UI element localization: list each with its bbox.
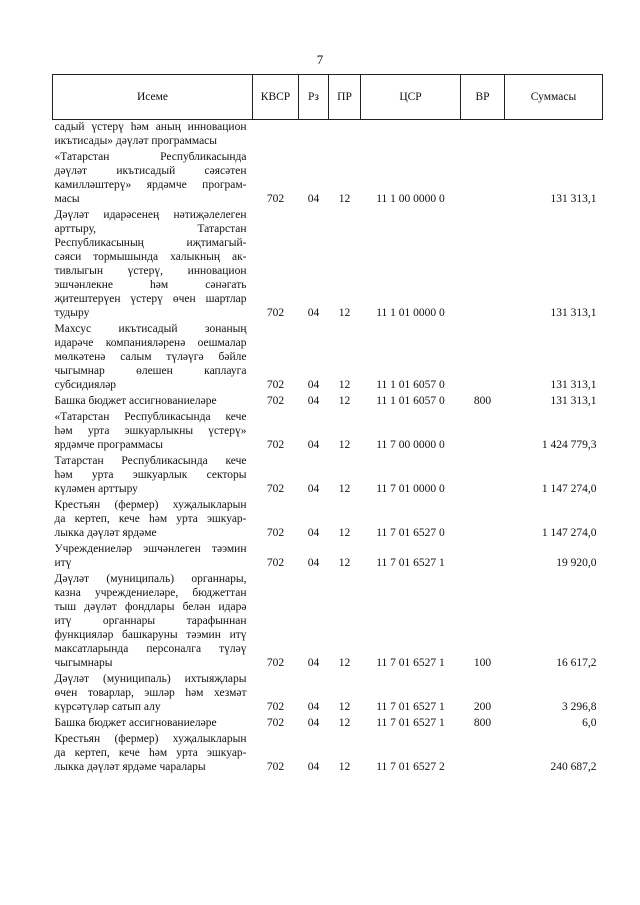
row-name-line: «Татарстан Республикасында кече	[54, 411, 247, 423]
row-name-cell	[53, 716, 253, 732]
row-name-line: лыкка дәүләт ярдәме чаралары	[54, 761, 206, 773]
row-name-line: эшчәнлекне һәм сәнәгать	[54, 279, 247, 291]
table-row	[53, 120, 603, 151]
row-rz-cell	[299, 120, 329, 151]
row-name-line: казна учреждениеләре, бюджеттан	[54, 587, 247, 599]
table-row	[53, 454, 603, 498]
row-pr-cell: 12	[338, 483, 351, 495]
row-name-line: лыкка дәүләт ярдәме	[54, 527, 157, 539]
row-name-line: күрсәтүләр сатып алу	[54, 701, 161, 713]
row-name-line: Башка бюджет ассигнованиеләре	[54, 395, 217, 407]
row-kvsr-cell	[253, 120, 299, 151]
header-pr: ПР	[329, 75, 361, 120]
header-sum: Суммасы	[505, 75, 603, 120]
row-name-cell	[53, 208, 253, 322]
row-pr-cell: 12	[338, 701, 351, 713]
header-name: Исеме	[53, 75, 253, 120]
row-kvsr-cell: 702	[266, 557, 285, 569]
table-row	[53, 672, 603, 716]
table-row	[53, 572, 603, 672]
row-vr-cell	[461, 120, 505, 151]
row-sum-cell: 19 920,0	[556, 557, 597, 569]
row-vr-cell	[461, 322, 505, 394]
row-pr-cell: 12	[338, 527, 351, 539]
row-name-cell	[53, 322, 253, 394]
row-name-line: чыгымнар өлешен каплауга	[54, 365, 247, 377]
row-name-cell	[53, 454, 253, 498]
row-name-line: тивлыгын үстерү, инновацион	[54, 265, 247, 277]
row-sum-cell: 131 313,1	[550, 395, 597, 407]
header-rz: Рз	[299, 75, 329, 120]
row-csr-cell: 11 7 01 0000 0	[376, 483, 445, 495]
row-name-line: мөлкәтенә салым түләүгә бәйле	[54, 351, 247, 363]
table-row	[53, 208, 603, 322]
row-kvsr-cell: 702	[266, 483, 285, 495]
row-name-cell	[53, 732, 253, 776]
row-name-line: икътисады» дәүләт программасы	[54, 135, 218, 147]
row-kvsr-cell: 702	[266, 657, 285, 669]
row-pr-cell: 12	[338, 379, 351, 391]
row-name-cell	[53, 410, 253, 454]
row-name-line: күләмен арттыру	[54, 483, 138, 495]
row-sum-cell: 1 424 779,3	[541, 439, 597, 451]
row-csr-cell: 11 1 01 6057 0	[376, 395, 445, 407]
row-vr-cell	[461, 542, 505, 572]
row-csr-cell: 11 7 01 6527 1	[376, 557, 445, 569]
row-name-cell	[53, 542, 253, 572]
row-kvsr-cell: 702	[266, 527, 285, 539]
row-csr-cell: 11 7 01 6527 1	[376, 701, 445, 713]
row-sum-cell: 1 147 274,0	[541, 527, 597, 539]
row-name-cell	[53, 150, 253, 208]
row-rz-cell: 04	[307, 557, 320, 569]
row-sum-cell: 131 313,1	[550, 193, 597, 205]
row-name-line: итү	[54, 557, 72, 569]
row-name-line: Дәүләт (муниципаль) ихтыяҗлары	[54, 673, 247, 685]
row-rz-cell: 04	[307, 527, 320, 539]
row-rz-cell: 04	[307, 483, 320, 495]
row-rz-cell: 04	[307, 701, 320, 713]
row-pr-cell	[329, 120, 361, 151]
row-kvsr-cell: 702	[266, 439, 285, 451]
row-rz-cell: 04	[307, 761, 320, 773]
row-name-line: Дәүләт (муниципаль) органнары,	[54, 573, 247, 585]
row-csr-cell: 11 1 00 0000 0	[376, 193, 445, 205]
row-vr-cell	[461, 454, 505, 498]
row-name-line: садый үстерү һәм аның инновацион	[54, 121, 247, 133]
row-sum-cell: 131 313,1	[550, 379, 597, 391]
row-name-line: Дәүләт идарәсенең нәтиҗәлелеген	[54, 209, 247, 221]
row-vr-cell	[461, 498, 505, 542]
header-vr: ВР	[461, 75, 505, 120]
row-kvsr-cell: 702	[266, 701, 285, 713]
row-name-line: тыш дәүләт фондлары белән идарә	[54, 601, 247, 613]
row-name-cell	[53, 498, 253, 542]
row-kvsr-cell: 702	[266, 761, 285, 773]
table-row	[53, 322, 603, 394]
row-sum-cell: 3 296,8	[562, 701, 597, 713]
row-name-line: чыгымнары	[54, 657, 113, 669]
row-kvsr-cell: 702	[266, 717, 285, 729]
row-sum-cell: 6,0	[582, 717, 597, 729]
table-header-row	[53, 75, 603, 120]
row-vr-cell: 800	[473, 717, 492, 729]
row-name-line: функцияләр башкаруны тәэмин итү	[54, 629, 247, 641]
row-rz-cell: 04	[307, 307, 320, 319]
row-vr-cell: 100	[473, 657, 492, 669]
row-vr-cell: 200	[473, 701, 492, 713]
table-row	[53, 394, 603, 410]
row-rz-cell: 04	[307, 193, 320, 205]
header-kvsr: КВСР	[253, 75, 299, 120]
row-pr-cell: 12	[338, 193, 351, 205]
table-row	[53, 542, 603, 572]
row-csr-cell	[361, 120, 461, 151]
row-rz-cell: 04	[307, 379, 320, 391]
header-csr: ЦСР	[361, 75, 461, 120]
row-kvsr-cell: 702	[266, 379, 285, 391]
page-number: 7	[316, 52, 324, 67]
row-name-line: «Татарстан Республикасында	[54, 151, 247, 163]
row-sum-cell: 16 617,2	[556, 657, 597, 669]
row-sum-cell: 131 313,1	[550, 307, 597, 319]
row-name-line: субсидияләр	[54, 379, 117, 391]
row-name-line: максатларында персоналга түләү	[54, 643, 247, 655]
row-pr-cell: 12	[338, 657, 351, 669]
row-name-cell	[53, 394, 253, 410]
row-csr-cell: 11 7 01 6527 1	[376, 717, 445, 729]
row-vr-cell	[461, 732, 505, 776]
row-pr-cell: 12	[338, 439, 351, 451]
row-name-line: Татарстан Республикасында кече	[54, 455, 247, 467]
row-name-line: итү органнары тарафыннан	[54, 615, 247, 627]
row-name-line: Крестьян (фермер) хуҗалыкларын	[54, 499, 247, 511]
row-name-line: Республикасының иҗтимагый-	[54, 237, 247, 249]
row-name-line: Башка бюджет ассигнованиеләре	[54, 717, 217, 729]
row-vr-cell: 800	[473, 395, 492, 407]
table-row	[53, 410, 603, 454]
row-csr-cell: 11 1 01 6057 0	[376, 379, 445, 391]
row-name-line: камилләштерү» ярдәмче програм-	[54, 179, 247, 191]
row-csr-cell: 11 7 01 6527 2	[376, 761, 445, 773]
row-pr-cell: 12	[338, 557, 351, 569]
row-name-line: дәүләт икътисадый сәясәтен	[54, 165, 247, 177]
row-name-line: Махсус икътисадый зонаның	[54, 323, 247, 335]
row-name-line: да кертеп, кече һәм урта эшкуар-	[54, 513, 247, 525]
row-pr-cell: 12	[338, 761, 351, 773]
row-name-line: Крестьян (фермер) хуҗалыкларын	[54, 733, 247, 745]
row-pr-cell: 12	[338, 307, 351, 319]
row-rz-cell: 04	[307, 717, 320, 729]
row-name-line: һәм урта эшкуарлык секторы	[54, 469, 247, 481]
row-name-line: идарәче компанияләренә оешмалар	[54, 337, 247, 349]
row-name-cell	[53, 120, 253, 151]
row-name-line: өчен товарлар, эшләр һәм хезмәт	[54, 687, 247, 699]
row-sum-cell: 1 147 274,0	[541, 483, 597, 495]
row-csr-cell: 11 7 01 6527 0	[376, 527, 445, 539]
row-name-line: арттыру, Татарстан	[54, 223, 247, 235]
table-body	[53, 120, 603, 777]
row-kvsr-cell: 702	[266, 307, 285, 319]
table-row	[53, 732, 603, 776]
row-vr-cell	[461, 410, 505, 454]
row-name-line: ярдәмче программасы	[54, 439, 164, 451]
row-name-line: Учреждениеләр эшчәнлеген тәэмин	[54, 543, 247, 555]
row-csr-cell: 11 7 01 6527 1	[376, 657, 445, 669]
budget-table	[52, 74, 603, 776]
row-vr-cell	[461, 208, 505, 322]
row-name-line: җитештерүен үстерү өчен шартлар	[54, 293, 247, 305]
row-csr-cell: 11 1 01 0000 0	[376, 307, 445, 319]
table-row	[53, 150, 603, 208]
row-sum-cell	[505, 120, 603, 151]
table-row	[53, 498, 603, 542]
row-pr-cell: 12	[338, 395, 351, 407]
row-name-line: һәм урта эшкуарлыкны үстерү»	[54, 425, 247, 437]
row-sum-cell: 240 687,2	[550, 761, 597, 773]
row-vr-cell	[461, 150, 505, 208]
row-rz-cell: 04	[307, 439, 320, 451]
row-rz-cell: 04	[307, 395, 320, 407]
row-name-line: сәяси тормышында халыкның ак-	[54, 251, 247, 263]
row-name-line: тудыру	[54, 307, 90, 319]
row-pr-cell: 12	[338, 717, 351, 729]
row-name-cell	[53, 572, 253, 672]
row-name-line: да кертеп, кече һәм урта эшкуар-	[54, 747, 247, 759]
row-kvsr-cell: 702	[266, 193, 285, 205]
row-rz-cell: 04	[307, 657, 320, 669]
row-name-line: масы	[54, 193, 80, 205]
row-name-cell	[53, 672, 253, 716]
row-kvsr-cell: 702	[266, 395, 285, 407]
row-csr-cell: 11 7 00 0000 0	[376, 439, 445, 451]
table-row	[53, 716, 603, 732]
